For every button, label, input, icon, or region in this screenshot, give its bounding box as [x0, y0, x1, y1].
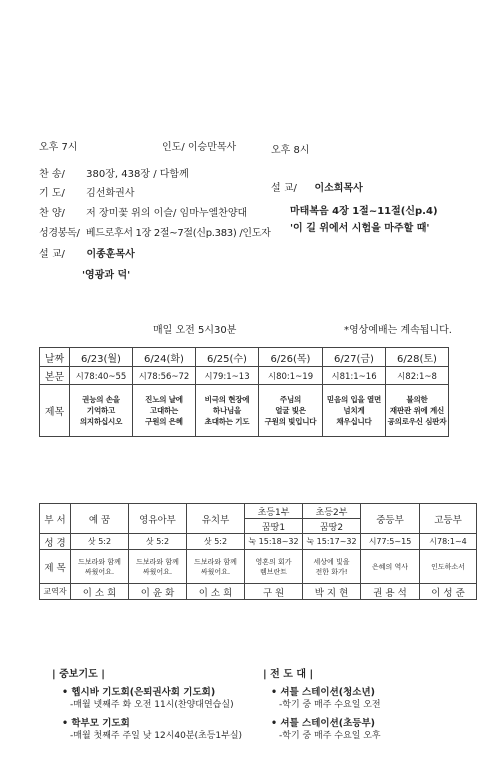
title-line: 진노의 날에: [145, 395, 183, 404]
day-text: 시82:1~8: [386, 367, 449, 385]
evening-leader: 인도/ 이승만목사: [162, 142, 237, 153]
day-title: [259, 385, 323, 437]
title-line: 렘브란트: [259, 567, 288, 576]
reading-label: 성경봉독/: [39, 228, 80, 239]
dept-title: [245, 550, 303, 584]
daily-time: 매일 오전 5시30분: [153, 325, 237, 336]
dept-name: 영유아부: [129, 504, 187, 534]
dept-bible: 시77:5~15: [361, 534, 420, 550]
evening-time: 오후 7시: [39, 142, 78, 153]
title-line: 세상에 빛을: [313, 557, 350, 566]
evangelism-heading: | 전 도 대 |: [263, 669, 314, 680]
dept-sub: 꿈땅1: [245, 519, 303, 534]
dept-title: [303, 550, 361, 584]
dept-pastor: 이 소 희: [71, 584, 129, 600]
day-title: [133, 385, 196, 437]
day-date: 6/28(토): [386, 348, 449, 367]
dept-pastor: 이 소 희: [187, 584, 245, 600]
prayer-label: 기 도/: [39, 188, 65, 199]
title-row: [40, 550, 477, 584]
dept-name: 초등1부: [245, 504, 303, 519]
reading-text: 베드로후서 1장 2절~7절(신p.383) /인도자: [83, 228, 271, 239]
row-label-title: 제 목: [40, 550, 71, 584]
prayer-item-sub: -매월 넷째주 화 오전 11시(찬양대연습실): [70, 700, 234, 710]
day-text: 시78:40~55: [70, 367, 133, 385]
evening-prayer: [39, 184, 134, 199]
bible-row: [40, 534, 477, 550]
row-label-date: 날짜: [40, 348, 70, 367]
title-line: 영혼의 회가: [255, 557, 292, 566]
title-line: 드보라와 함께: [136, 557, 179, 566]
evangelism-item-title: • 셔틀 스테이션(청소년): [271, 687, 375, 698]
day-text: 시81:1~16: [323, 367, 386, 385]
day-title: [323, 385, 386, 437]
title-line: 구원의 빛입니다: [264, 417, 317, 426]
evening-reading: [39, 224, 271, 239]
evangelism-item-sub: -학기 중 매주 수요일 오후: [279, 731, 381, 741]
day-title: [196, 385, 259, 437]
prayer-heading: | 중보기도 |: [52, 669, 105, 680]
evangelism-item-title: • 셔틀 스테이션(초등부): [271, 718, 375, 729]
title-line: 의지하십시오: [79, 417, 123, 426]
title-line: 드보라와 함께: [78, 557, 121, 566]
dept-bible: 시78:1~4: [420, 534, 477, 550]
late-sermon-title: '이 길 위에서 시험을 마주할 때': [290, 223, 430, 234]
title-line: 고대하는: [149, 406, 179, 415]
late-passage: 마태복음 4장 1절~11절(신p.4): [290, 206, 438, 217]
title-line: 얼굴 빛은: [275, 406, 306, 415]
title-line: 구원의 은혜: [145, 417, 183, 426]
dept-name: 중등부: [361, 504, 420, 534]
dept-pastor: 구 원: [245, 584, 303, 600]
day-date: 6/25(수): [196, 348, 259, 367]
row-label-dept: 부 서: [40, 504, 71, 534]
sermon-label: 설 교/: [39, 249, 65, 260]
title-line: 초대하는 기도: [204, 417, 250, 426]
dept-bible: 눅 15:17~32: [303, 534, 361, 550]
pastor-row: [40, 584, 477, 600]
sermon-preacher: 이종훈목사: [83, 249, 135, 260]
title-line: 드보라와 함께: [194, 557, 237, 566]
hymn-text: 380장, 438장 / 다함께: [83, 169, 189, 180]
evangelism-item-sub: -학기 중 매주 수요일 오전: [279, 700, 381, 710]
title-line: 전한 화가!: [315, 567, 348, 576]
day-date: 6/24(화): [133, 348, 196, 367]
date-row: [40, 348, 449, 367]
dept-pastor: 권 용 석: [361, 584, 420, 600]
title-line: 인도하소서: [431, 562, 465, 571]
title-line: 불의한: [406, 395, 428, 404]
title-line: 싸웠어요.: [142, 567, 173, 576]
dept-title: [361, 550, 420, 584]
title-line: 기억하고: [86, 406, 116, 415]
day-date: 6/27(금): [323, 348, 386, 367]
prayer-item-sub: -매월 첫째주 주일 낮 12시40분(초등1부실): [70, 731, 243, 741]
title-line: 싸웠어요.: [200, 567, 231, 576]
dept-title: [71, 550, 129, 584]
dept-bible: 눅 15:18~32: [245, 534, 303, 550]
dept-title: [187, 550, 245, 584]
dept-title: [420, 550, 477, 584]
dept-pastor: 이 윤 화: [129, 584, 187, 600]
day-text: 시80:1~19: [259, 367, 323, 385]
day-text: 시79:1~13: [196, 367, 259, 385]
prayer-item-title: • 학부모 기도회: [62, 718, 130, 729]
daily-note: *영상예배는 계속됩니다.: [344, 325, 452, 336]
day-date: 6/23(월): [70, 348, 133, 367]
title-line: 싸웠어요.: [84, 567, 115, 576]
day-text: 시78:56~72: [133, 367, 196, 385]
evening-hymn: [39, 165, 189, 180]
daily-schedule-table: [39, 347, 449, 437]
dept-name: 초등2부: [303, 504, 361, 519]
praise-label: 찬 양/: [39, 208, 65, 219]
evening-sermon-title: '영광과 덕': [82, 270, 131, 281]
prayer-item-title: • 헵시바 기도회(은퇴권사회 기도회): [62, 687, 216, 698]
dept-bible: 삿 5:2: [71, 534, 129, 550]
row-label-pastor: 교역자: [40, 584, 71, 600]
title-line: 주님의: [279, 395, 302, 404]
day-title: [386, 385, 449, 437]
late-sermon: [271, 179, 363, 194]
title-line: 재판관 위에 계신: [389, 406, 445, 415]
day-title: [70, 385, 133, 437]
day-date: 6/26(목): [259, 348, 323, 367]
evening-sermon: [39, 245, 135, 260]
title-line: 하나님을: [212, 406, 242, 415]
evening-praise: [39, 204, 247, 219]
late-preacher: 이소희목사: [311, 183, 363, 194]
title-line: 비극의 현장에: [204, 395, 250, 404]
title-line: 공의로우신 심판자: [387, 417, 447, 426]
dept-pastor: 이 성 준: [420, 584, 477, 600]
row-label-bible: 성 경: [40, 534, 71, 550]
row-label-title: 제목: [40, 385, 70, 437]
dept-name: 예 꿈: [71, 504, 129, 534]
title-line: 채우십니다: [336, 417, 372, 426]
dept-name: 유치부: [187, 504, 245, 534]
school-schedule-table: [39, 503, 477, 600]
late-sermon-label: 설 교/: [271, 183, 297, 194]
praise-text: 저 장미꽃 위의 이슬/ 임마누엘찬양대: [83, 208, 248, 219]
dept-pastor: 박 지 현: [303, 584, 361, 600]
row-label-text: 본문: [40, 367, 70, 385]
dept-bible: 삿 5:2: [187, 534, 245, 550]
prayer-text: 김선화권사: [83, 188, 135, 199]
dept-bible: 삿 5:2: [129, 534, 187, 550]
dept-sub: 꿈땅2: [303, 519, 361, 534]
title-line: 권능의 손을: [82, 395, 120, 404]
late-time: 오후 8시: [271, 145, 310, 156]
title-row: [40, 385, 449, 437]
hymn-label: 찬 송/: [39, 169, 65, 180]
dept-row-top: [40, 504, 477, 519]
title-line: 넘치게: [343, 406, 365, 415]
title-line: 은혜의 역사: [371, 562, 409, 571]
dept-name: 고등부: [420, 504, 477, 534]
text-row: [40, 367, 449, 385]
title-line: 믿음의 입을 열면: [326, 395, 382, 404]
dept-title: [129, 550, 187, 584]
